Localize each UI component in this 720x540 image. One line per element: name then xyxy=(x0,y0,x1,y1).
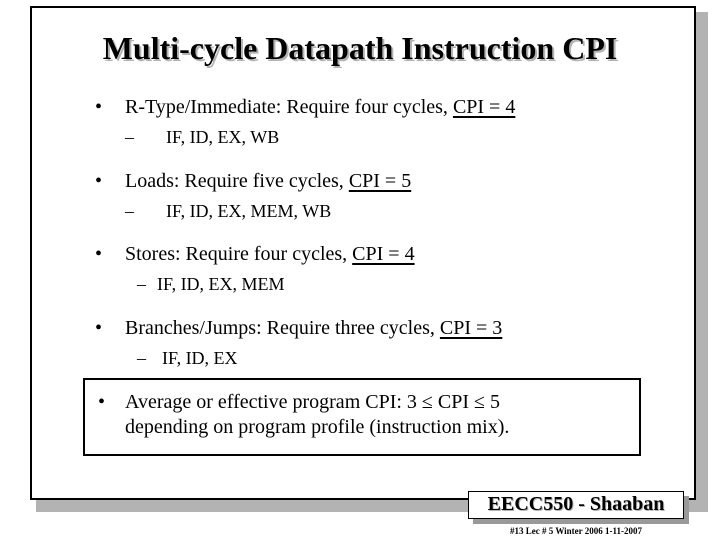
sub-stores-dash: – xyxy=(137,274,146,294)
sub-branches-dash: – xyxy=(137,348,146,368)
bullet-stores-text: Stores: Require four cycles, xyxy=(125,243,353,265)
summary-line-2: depending on program profile (instruction mix). xyxy=(125,416,510,438)
sub-stores-stages: IF, ID, EX, MEM xyxy=(157,274,285,294)
bullet-loads-text: Loads: Require five cycles, xyxy=(125,170,349,192)
bullet-loads-cpi: CPI = 5 xyxy=(348,170,412,192)
sub-branches-stages: IF, ID, EX xyxy=(162,348,238,368)
bullet-rtype-text: R-Type/Immediate: Require four cycles, xyxy=(125,96,453,118)
bullet-branches-cpi: CPI = 3 xyxy=(439,317,503,339)
sub-loads-stages: IF, ID, EX, MEM, WB xyxy=(166,201,332,221)
bullet-dot-icon: • xyxy=(95,170,103,192)
bullet-dot-icon: • xyxy=(95,317,103,339)
footer-label: EECC550 - Shaaban xyxy=(468,491,684,519)
slide-title: Multi-cycle Datapath Instruction CPI xyxy=(102,30,618,66)
summary-box xyxy=(83,378,641,456)
bullet-dot-icon: • xyxy=(98,391,106,413)
bullet-stores-cpi: CPI = 4 xyxy=(352,243,415,265)
bullet-rtype-cpi: CPI = 4 xyxy=(452,96,516,118)
bullet-dot-icon: • xyxy=(95,243,103,265)
sub-rtype-dash: – xyxy=(125,127,134,147)
summary-line-1: Average or effective program CPI: 3 ≤ CPI ≤ 5 xyxy=(125,391,500,413)
bullet-dot-icon: • xyxy=(95,96,103,118)
sub-rtype-stages: IF, ID, EX, WB xyxy=(166,127,280,147)
bullet-branches-text: Branches/Jumps: Require three cycles, xyxy=(125,317,440,339)
footer-note: #13 Lec # 5 Winter 2006 1-11-2007 xyxy=(510,526,642,536)
sub-loads-dash: – xyxy=(125,201,134,221)
